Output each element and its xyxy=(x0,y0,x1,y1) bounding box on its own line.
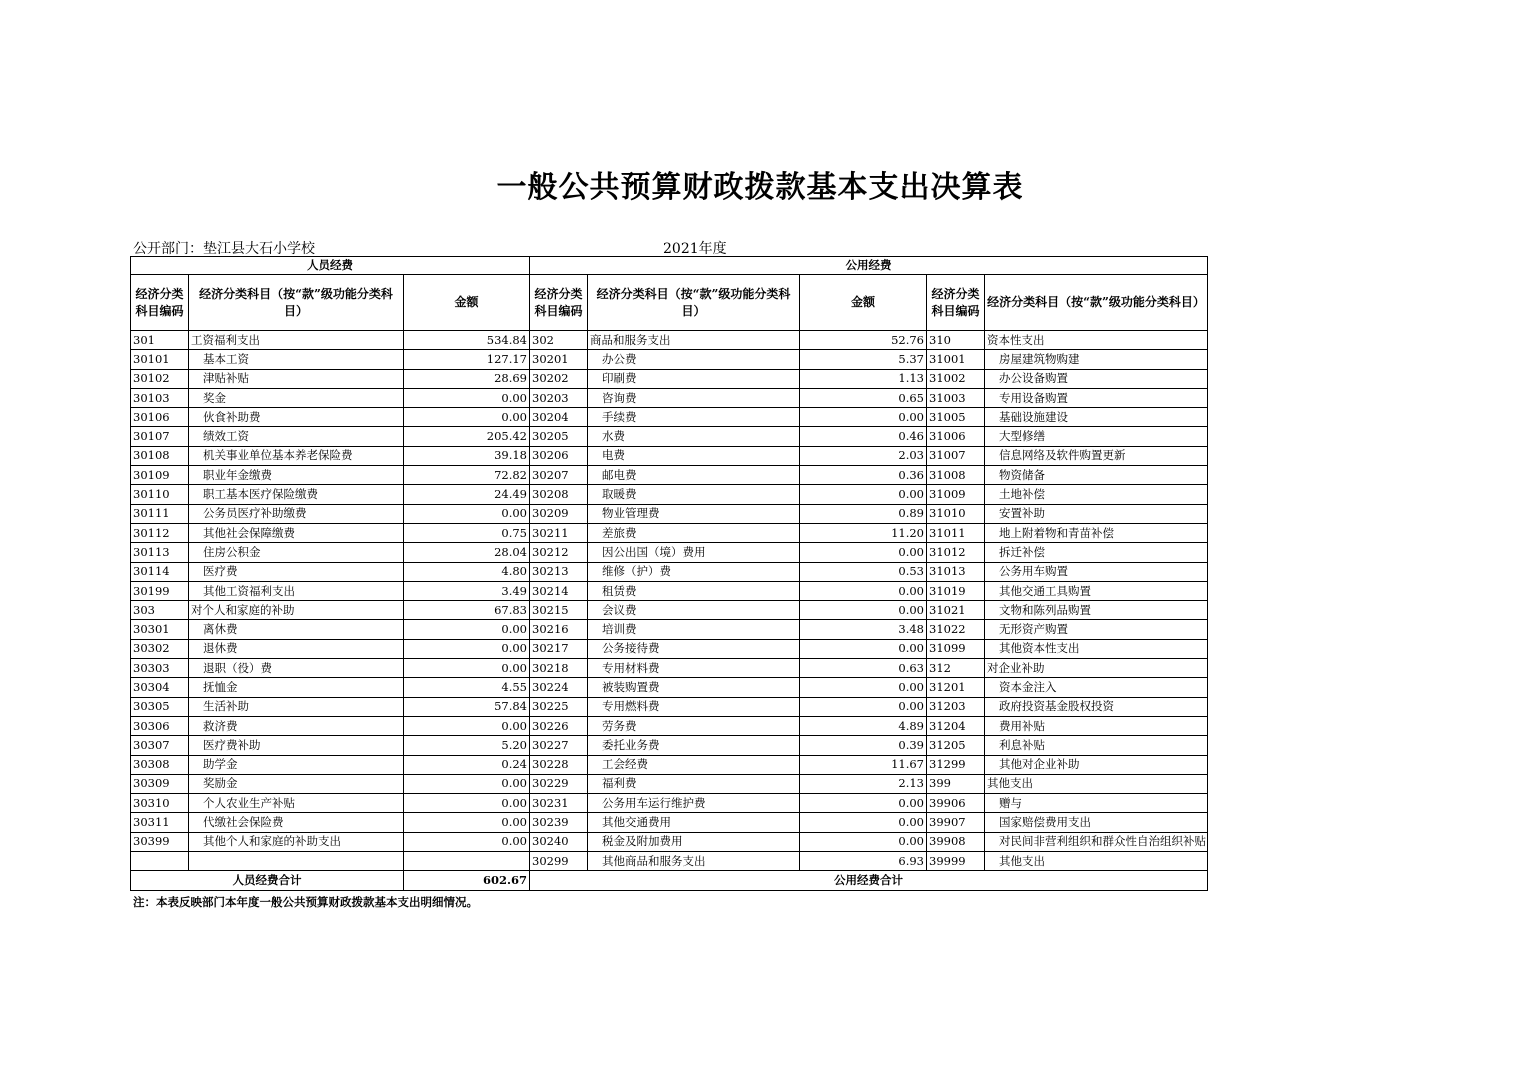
capital-code: 31022 xyxy=(927,620,985,639)
personnel-item: 伙食补助费 xyxy=(189,408,404,427)
personnel-item: 退休费 xyxy=(189,639,404,658)
public-amount: 6.93 xyxy=(800,852,927,871)
personnel-amount: 0.00 xyxy=(404,408,530,427)
public-item: 福利费 xyxy=(588,774,800,793)
public-amount: 0.00 xyxy=(800,408,927,427)
personnel-amount: 28.04 xyxy=(404,543,530,562)
public-item: 印刷费 xyxy=(588,369,800,388)
table-row xyxy=(131,716,1208,735)
table-row xyxy=(131,427,1208,446)
capital-code: 31013 xyxy=(927,562,985,581)
personnel-amount: 28.69 xyxy=(404,369,530,388)
personnel-amount: 0.00 xyxy=(404,620,530,639)
capital-item: 地上附着物和青苗补偿 xyxy=(985,523,1208,542)
personnel-amount: 57.84 xyxy=(404,697,530,716)
personnel-code: 303 xyxy=(131,601,189,620)
personnel-amount: 3.49 xyxy=(404,581,530,600)
public-code: 30228 xyxy=(530,755,588,774)
table-row xyxy=(131,736,1208,755)
personnel-code: 30110 xyxy=(131,485,189,504)
public-code: 30231 xyxy=(530,794,588,813)
table-row xyxy=(131,446,1208,465)
public-code: 30216 xyxy=(530,620,588,639)
year-label: 2021年度 xyxy=(663,241,727,257)
personnel-amount: 127.17 xyxy=(404,350,530,369)
header-name: 经济分类科目（按“款”级功能分类科目） xyxy=(189,275,404,331)
personnel-item: 医疗费 xyxy=(189,562,404,581)
public-code: 30209 xyxy=(530,504,588,523)
table-row xyxy=(131,543,1208,562)
table-row xyxy=(131,369,1208,388)
personnel-item: 个人农业生产补贴 xyxy=(189,794,404,813)
public-item: 咨询费 xyxy=(588,388,800,407)
capital-code: 31003 xyxy=(927,388,985,407)
table-row xyxy=(131,813,1208,832)
table-row xyxy=(131,485,1208,504)
personnel-code: 301 xyxy=(131,331,189,350)
capital-code: 31203 xyxy=(927,697,985,716)
table-row xyxy=(131,601,1208,620)
personnel-amount: 0.00 xyxy=(404,832,530,851)
personnel-code: 30109 xyxy=(131,466,189,485)
personnel-item: 住房公积金 xyxy=(189,543,404,562)
capital-item: 利息补贴 xyxy=(985,736,1208,755)
public-amount: 0.39 xyxy=(800,736,927,755)
public-code: 30224 xyxy=(530,678,588,697)
capital-item: 资本性支出 xyxy=(985,331,1208,350)
public-item: 专用燃料费 xyxy=(588,697,800,716)
public-code: 30215 xyxy=(530,601,588,620)
table-row xyxy=(131,755,1208,774)
personnel-code: 30307 xyxy=(131,736,189,755)
public-item: 维修（护）费 xyxy=(588,562,800,581)
personnel-amount: 205.42 xyxy=(404,427,530,446)
personnel-code: 30112 xyxy=(131,523,189,542)
capital-item: 基础设施建设 xyxy=(985,408,1208,427)
public-code: 30206 xyxy=(530,446,588,465)
public-amount: 0.53 xyxy=(800,562,927,581)
capital-code: 31099 xyxy=(927,639,985,658)
personnel-item: 工资福利支出 xyxy=(189,331,404,350)
table-row xyxy=(131,331,1208,350)
expenditure-table xyxy=(130,256,1208,891)
capital-item: 拆迁补偿 xyxy=(985,543,1208,562)
public-amount: 0.00 xyxy=(800,639,927,658)
personnel-item: 基本工资 xyxy=(189,350,404,369)
personnel-amount: 4.55 xyxy=(404,678,530,697)
capital-code: 31012 xyxy=(927,543,985,562)
public-code: 30213 xyxy=(530,562,588,581)
public-amount: 0.00 xyxy=(800,601,927,620)
personnel-item: 其他个人和家庭的补助支出 xyxy=(189,832,404,851)
public-amount: 1.13 xyxy=(800,369,927,388)
public-item: 专用材料费 xyxy=(588,659,800,678)
personnel-code: 30103 xyxy=(131,388,189,407)
public-amount: 0.00 xyxy=(800,581,927,600)
personnel-code: 30102 xyxy=(131,369,189,388)
public-code: 30226 xyxy=(530,716,588,735)
public-code: 30214 xyxy=(530,581,588,600)
capital-code: 31204 xyxy=(927,716,985,735)
capital-item: 费用补贴 xyxy=(985,716,1208,735)
public-amount: 0.46 xyxy=(800,427,927,446)
capital-code: 31299 xyxy=(927,755,985,774)
public-amount: 2.03 xyxy=(800,446,927,465)
capital-item: 办公设备购置 xyxy=(985,369,1208,388)
capital-item: 其他资本性支出 xyxy=(985,639,1208,658)
public-code: 30227 xyxy=(530,736,588,755)
personnel-item: 对个人和家庭的补助 xyxy=(189,601,404,620)
personnel-amount: 39.18 xyxy=(404,446,530,465)
capital-code: 31011 xyxy=(927,523,985,542)
personnel-code: 30106 xyxy=(131,408,189,427)
table-row xyxy=(131,581,1208,600)
public-item: 水费 xyxy=(588,427,800,446)
table-row xyxy=(131,659,1208,678)
capital-item: 土地补偿 xyxy=(985,485,1208,504)
public-item: 被装购置费 xyxy=(588,678,800,697)
public-amount: 0.36 xyxy=(800,466,927,485)
personnel-amount: 0.24 xyxy=(404,755,530,774)
public-code: 30218 xyxy=(530,659,588,678)
personnel-code: 30305 xyxy=(131,697,189,716)
public-code: 30239 xyxy=(530,813,588,832)
personnel-item: 职工基本医疗保险缴费 xyxy=(189,485,404,504)
personnel-amount: 5.20 xyxy=(404,736,530,755)
personnel-amount: 534.84 xyxy=(404,331,530,350)
capital-item: 大型修缮 xyxy=(985,427,1208,446)
personnel-code: 30399 xyxy=(131,832,189,851)
personnel-code: 30111 xyxy=(131,504,189,523)
personnel-amount: 24.49 xyxy=(404,485,530,504)
table-row xyxy=(131,562,1208,581)
personnel-code: 30199 xyxy=(131,581,189,600)
capital-code: 399 xyxy=(927,774,985,793)
personnel-code: 30302 xyxy=(131,639,189,658)
public-amount: 0.00 xyxy=(800,697,927,716)
public-item: 物业管理费 xyxy=(588,504,800,523)
public-amount: 0.00 xyxy=(800,485,927,504)
public-amount: 11.67 xyxy=(800,755,927,774)
personnel-item: 抚恤金 xyxy=(189,678,404,697)
public-code: 30225 xyxy=(530,697,588,716)
personnel-item: 公务员医疗补助缴费 xyxy=(189,504,404,523)
personnel-item: 其他社会保障缴费 xyxy=(189,523,404,542)
public-code: 30211 xyxy=(530,523,588,542)
capital-item: 公务用车购置 xyxy=(985,562,1208,581)
capital-item: 其他支出 xyxy=(985,852,1208,871)
public-amount: 0.63 xyxy=(800,659,927,678)
personnel-item: 生活补助 xyxy=(189,697,404,716)
public-code: 30202 xyxy=(530,369,588,388)
public-amount: 11.20 xyxy=(800,523,927,542)
page-title: 一般公共预算财政拨款基本支出决算表 xyxy=(496,170,1024,205)
capital-item: 信息网络及软件购置更新 xyxy=(985,446,1208,465)
personnel-code: 30308 xyxy=(131,755,189,774)
header-code: 经济分类科目编码 xyxy=(927,275,985,331)
personnel-code: 30101 xyxy=(131,350,189,369)
public-amount: 4.89 xyxy=(800,716,927,735)
capital-code: 310 xyxy=(927,331,985,350)
table-row xyxy=(131,620,1208,639)
capital-code: 31201 xyxy=(927,678,985,697)
public-item: 租赁费 xyxy=(588,581,800,600)
public-code: 30208 xyxy=(530,485,588,504)
capital-item: 对民间非营利组织和群众性自治组织补贴 xyxy=(985,832,1208,851)
header-code: 经济分类科目编码 xyxy=(131,275,189,331)
public-item: 办公费 xyxy=(588,350,800,369)
personnel-amount: 0.00 xyxy=(404,504,530,523)
public-item: 商品和服务支出 xyxy=(588,331,800,350)
personnel-code: 30311 xyxy=(131,813,189,832)
section-public: 公用经费 xyxy=(530,257,1208,275)
public-code: 30212 xyxy=(530,543,588,562)
public-code: 30207 xyxy=(530,466,588,485)
public-code: 302 xyxy=(530,331,588,350)
personnel-item: 津贴补贴 xyxy=(189,369,404,388)
personnel-amount: 4.80 xyxy=(404,562,530,581)
capital-item: 其他对企业补助 xyxy=(985,755,1208,774)
capital-code: 31007 xyxy=(927,446,985,465)
table-row xyxy=(131,388,1208,407)
public-item: 邮电费 xyxy=(588,466,800,485)
capital-item: 房屋建筑物购建 xyxy=(985,350,1208,369)
public-amount: 2.13 xyxy=(800,774,927,793)
personnel-code: 30303 xyxy=(131,659,189,678)
capital-item: 其他支出 xyxy=(985,774,1208,793)
personnel-code: 30306 xyxy=(131,716,189,735)
public-amount: 0.00 xyxy=(800,794,927,813)
capital-item: 物资储备 xyxy=(985,466,1208,485)
capital-item: 安置补助 xyxy=(985,504,1208,523)
table-row xyxy=(131,504,1208,523)
capital-item: 赠与 xyxy=(985,794,1208,813)
public-item: 公务接待费 xyxy=(588,639,800,658)
table-row xyxy=(131,350,1208,369)
header-code: 经济分类科目编码 xyxy=(530,275,588,331)
personnel-item: 职业年金缴费 xyxy=(189,466,404,485)
capital-code: 31205 xyxy=(927,736,985,755)
personnel-amount: 0.00 xyxy=(404,813,530,832)
public-code: 30229 xyxy=(530,774,588,793)
personnel-item: 机关事业单位基本养老保险费 xyxy=(189,446,404,465)
personnel-amount: 0.00 xyxy=(404,639,530,658)
public-amount: 0.89 xyxy=(800,504,927,523)
public-code: 30240 xyxy=(530,832,588,851)
public-item: 取暖费 xyxy=(588,485,800,504)
personnel-amount xyxy=(404,852,530,871)
capital-item: 国家赔偿费用支出 xyxy=(985,813,1208,832)
capital-code: 31008 xyxy=(927,466,985,485)
public-amount: 0.00 xyxy=(800,832,927,851)
personnel-amount: 67.83 xyxy=(404,601,530,620)
header-name: 经济分类科目（按“款”级功能分类科目） xyxy=(588,275,800,331)
public-code: 30217 xyxy=(530,639,588,658)
personnel-item: 救济费 xyxy=(189,716,404,735)
capital-code: 39906 xyxy=(927,794,985,813)
public-code: 30205 xyxy=(530,427,588,446)
public-item: 工会经费 xyxy=(588,755,800,774)
personnel-item: 医疗费补助 xyxy=(189,736,404,755)
public-item: 劳务费 xyxy=(588,716,800,735)
department-label: 公开部门：垫江县大石小学校 xyxy=(133,241,315,257)
table-row xyxy=(131,697,1208,716)
table-row xyxy=(131,408,1208,427)
public-amount: 0.00 xyxy=(800,678,927,697)
capital-item: 文物和陈列品购置 xyxy=(985,601,1208,620)
capital-code: 31019 xyxy=(927,581,985,600)
personnel-code: 30304 xyxy=(131,678,189,697)
personnel-item xyxy=(189,852,404,871)
personnel-item: 奖金 xyxy=(189,388,404,407)
public-item: 公务用车运行维护费 xyxy=(588,794,800,813)
personnel-item: 奖励金 xyxy=(189,774,404,793)
personnel-amount: 0.00 xyxy=(404,659,530,678)
personnel-amount: 0.00 xyxy=(404,388,530,407)
personnel-total-label: 人员经费合计 xyxy=(131,871,404,890)
capital-code: 31009 xyxy=(927,485,985,504)
public-amount: 52.76 xyxy=(800,331,927,350)
personnel-amount: 0.75 xyxy=(404,523,530,542)
public-total-label: 公用经费合计 xyxy=(530,871,1208,890)
capital-item: 对企业补助 xyxy=(985,659,1208,678)
personnel-item: 退职（役）费 xyxy=(189,659,404,678)
public-code: 30204 xyxy=(530,408,588,427)
capital-code: 39908 xyxy=(927,832,985,851)
public-item: 税金及附加费用 xyxy=(588,832,800,851)
public-code: 30203 xyxy=(530,388,588,407)
personnel-code: 30301 xyxy=(131,620,189,639)
header-amount: 金额 xyxy=(800,275,927,331)
public-item: 会议费 xyxy=(588,601,800,620)
personnel-code: 30309 xyxy=(131,774,189,793)
public-item: 电费 xyxy=(588,446,800,465)
table-row xyxy=(131,774,1208,793)
header-name: 经济分类科目（按“款”级功能分类科目） xyxy=(985,275,1208,331)
public-amount: 0.00 xyxy=(800,543,927,562)
public-item: 培训费 xyxy=(588,620,800,639)
public-code: 30299 xyxy=(530,852,588,871)
capital-item: 专用设备购置 xyxy=(985,388,1208,407)
capital-code: 31001 xyxy=(927,350,985,369)
personnel-code: 30310 xyxy=(131,794,189,813)
capital-code: 31021 xyxy=(927,601,985,620)
public-item: 委托业务费 xyxy=(588,736,800,755)
personnel-item: 绩效工资 xyxy=(189,427,404,446)
personnel-total-value: 602.67 xyxy=(404,871,530,890)
capital-item: 其他交通工具购置 xyxy=(985,581,1208,600)
personnel-amount: 0.00 xyxy=(404,716,530,735)
capital-code: 31002 xyxy=(927,369,985,388)
personnel-code: 30107 xyxy=(131,427,189,446)
personnel-code: 30114 xyxy=(131,562,189,581)
public-amount: 0.65 xyxy=(800,388,927,407)
public-item: 因公出国（境）费用 xyxy=(588,543,800,562)
public-item: 差旅费 xyxy=(588,523,800,542)
personnel-code: 30113 xyxy=(131,543,189,562)
personnel-code: 30108 xyxy=(131,446,189,465)
section-personnel: 人员经费 xyxy=(131,257,530,275)
capital-item: 政府投资基金股权投资 xyxy=(985,697,1208,716)
public-amount: 3.48 xyxy=(800,620,927,639)
table-row xyxy=(131,523,1208,542)
personnel-item: 代缴社会保险费 xyxy=(189,813,404,832)
capital-code: 31010 xyxy=(927,504,985,523)
capital-code: 31006 xyxy=(927,427,985,446)
table-row xyxy=(131,794,1208,813)
header-amount: 金额 xyxy=(404,275,530,331)
public-item: 手续费 xyxy=(588,408,800,427)
capital-code: 39907 xyxy=(927,813,985,832)
capital-code: 31005 xyxy=(927,408,985,427)
table-row xyxy=(131,639,1208,658)
table-row xyxy=(131,852,1208,871)
capital-item: 无形资产购置 xyxy=(985,620,1208,639)
capital-code: 312 xyxy=(927,659,985,678)
table-row xyxy=(131,678,1208,697)
public-code: 30201 xyxy=(530,350,588,369)
public-item: 其他交通费用 xyxy=(588,813,800,832)
personnel-item: 离休费 xyxy=(189,620,404,639)
public-amount: 5.37 xyxy=(800,350,927,369)
totals-row xyxy=(131,871,1208,890)
personnel-amount: 0.00 xyxy=(404,774,530,793)
header-row xyxy=(131,275,1208,331)
footnote: 注：本表反映部门本年度一般公共预算财政拨款基本支出明细情况。 xyxy=(133,895,478,909)
section-row xyxy=(131,257,1208,275)
table-row xyxy=(131,832,1208,851)
public-amount: 0.00 xyxy=(800,813,927,832)
personnel-code xyxy=(131,852,189,871)
capital-code: 39999 xyxy=(927,852,985,871)
personnel-amount: 0.00 xyxy=(404,794,530,813)
personnel-amount: 72.82 xyxy=(404,466,530,485)
public-item: 其他商品和服务支出 xyxy=(588,852,800,871)
personnel-item: 助学金 xyxy=(189,755,404,774)
personnel-item: 其他工资福利支出 xyxy=(189,581,404,600)
table-row xyxy=(131,466,1208,485)
capital-item: 资本金注入 xyxy=(985,678,1208,697)
